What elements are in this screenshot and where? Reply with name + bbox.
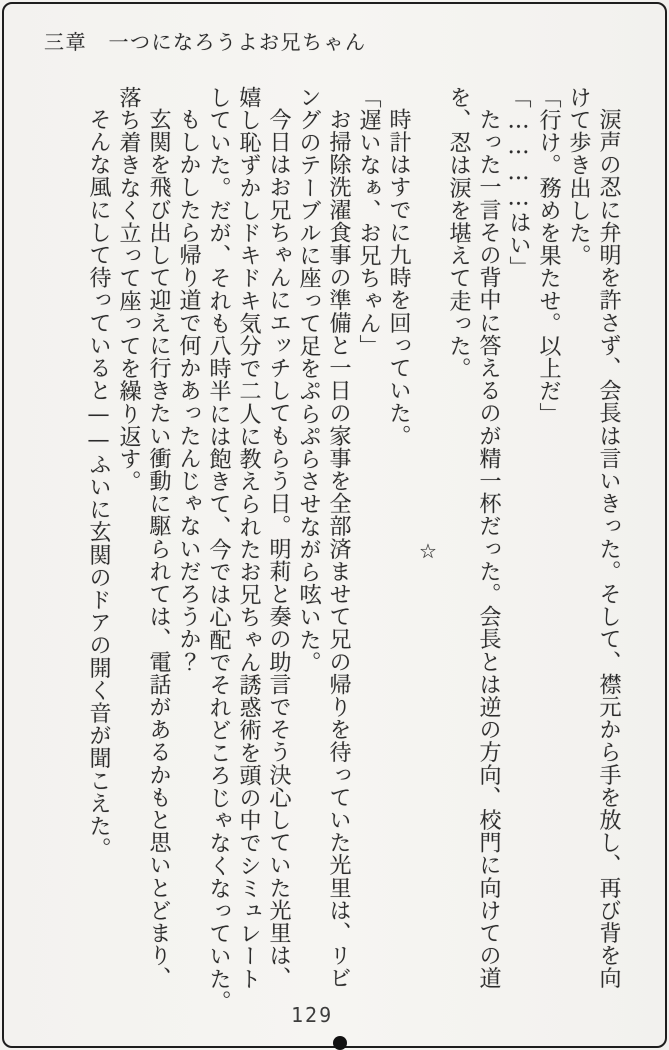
text-column: お掃除洗濯食事の準備と一日の家事を全部済ませて兄の帰りを待っていた光里は、リビ (326, 108, 351, 990)
chapter-header: 三章 一つになろうよお兄ちゃん (44, 30, 367, 54)
text-column: 「行け。務めを果たせ。以上だ」 (536, 86, 561, 425)
text-column: たった一言その背中に答えるのが精一杯だった。会長とは逆の方向、校門に向けての道 (476, 108, 501, 990)
text-column: 涙声の忍に弁明を許さず、会長は言いきった。そして、襟元から手を放し、再び背を向 (596, 108, 621, 990)
text-column: 落ち着きなく立って座ってを繰り返す。 (116, 86, 141, 493)
page-number: 129 (291, 1003, 334, 1027)
text-column: を、忍は涙を堪えて走った。 (446, 86, 471, 380)
vertical-text-block (83, 86, 623, 1016)
section-break-star: ☆ (416, 538, 440, 564)
text-column: 「…………はい」 (506, 86, 531, 279)
text-column: もしかしたら帰り道で何かあったんじゃないだろうか？ (176, 108, 201, 673)
text-column: そんな風にして待っていると——ふいに玄関のドアの開く音が聞こえた。 (86, 108, 111, 860)
text-column: していた。だが、それも八時半には飽きて、今では心配でそれどころじゃなくなっていた。 (206, 86, 231, 1013)
text-column: 今日はお兄ちゃんにエッチしてもらう日。明莉と奏の助言でそう決心していた光里は、 (266, 108, 291, 990)
text-column: ングのテーブルに座って足をぷらぷらさせながら呟いた。 (296, 86, 321, 674)
text-column: 嬉し恥ずかしドキドキ気分で二人に教えられたお兄ちゃん誘惑術を頭の中でシミュレート (236, 86, 261, 990)
text-column: 玄関を飛び出して迎えに行きたい衝動に駆られては、電話があるかもと思いとどまり、 (146, 108, 171, 990)
text-column: けて歩き出した。 (566, 86, 591, 267)
text-column: 時計はすでに九時を回っていた。 (386, 108, 411, 447)
text-column: 「遅いなぁ、お兄ちゃん」 (356, 86, 381, 358)
bottom-dot-mark (333, 1036, 347, 1050)
